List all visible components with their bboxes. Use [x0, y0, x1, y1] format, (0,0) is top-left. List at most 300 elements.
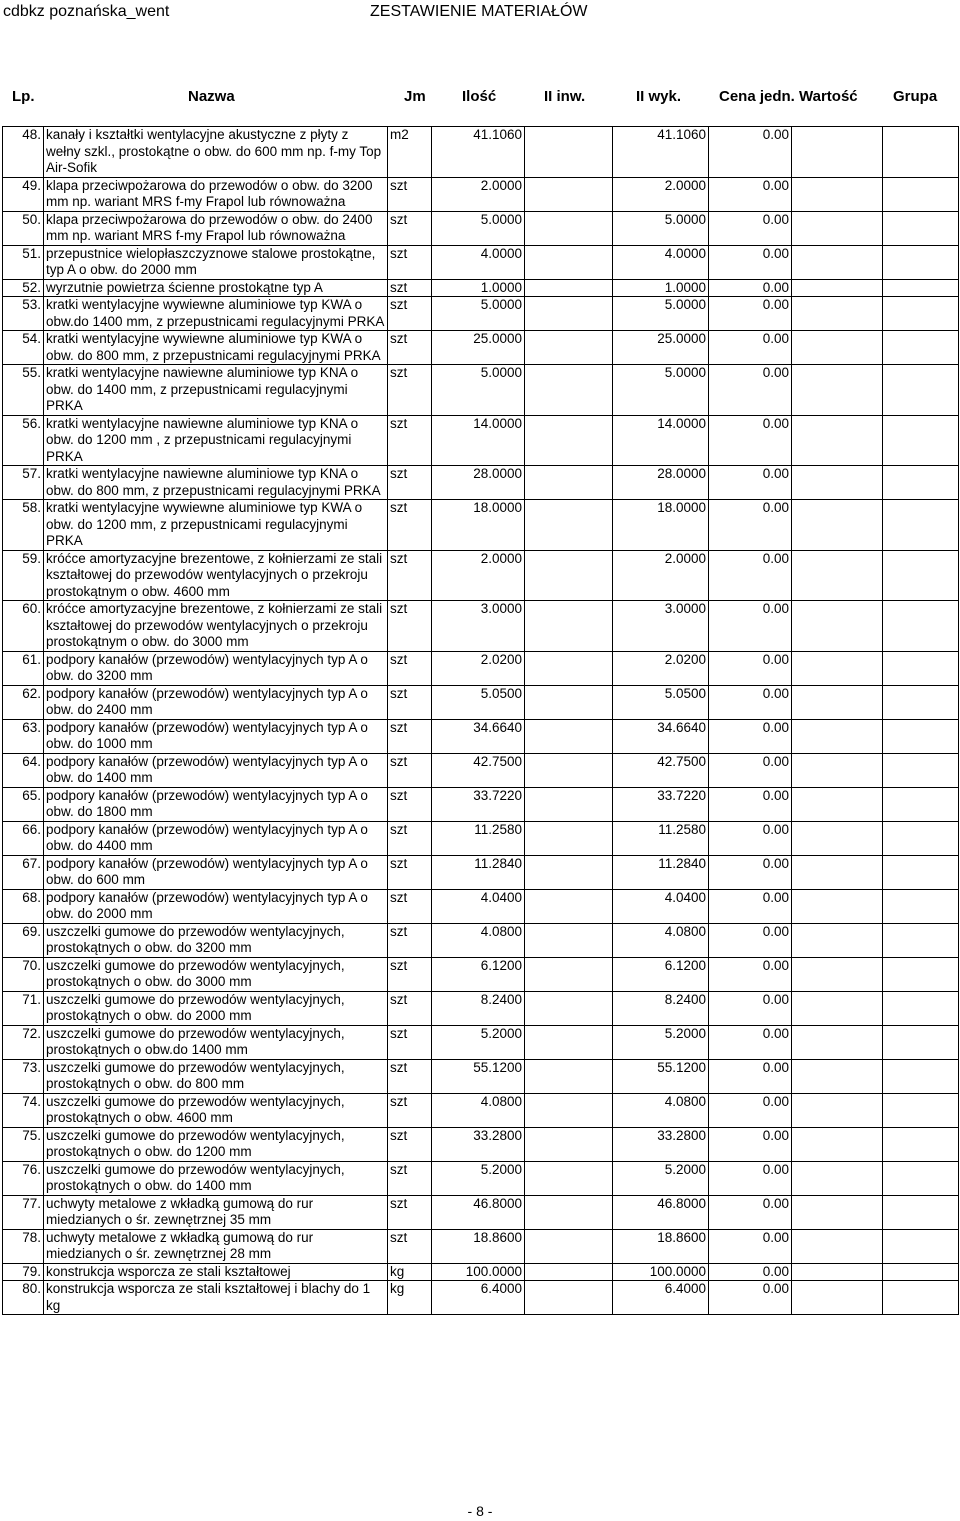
table-row	[3, 415, 959, 466]
row-name: podpory kanałów (przewodów) wentylacyjnych typ A o obw. do 2400 mm	[44, 685, 388, 719]
table-row	[3, 685, 959, 719]
row-ii-wyk: 46.8000	[613, 1195, 709, 1229]
row-quantity: 18.0000	[432, 500, 525, 551]
row-ii-wyk: 18.8600	[613, 1229, 709, 1263]
row-quantity: 5.0000	[432, 211, 525, 245]
row-number: 79.	[3, 1263, 44, 1281]
row-group	[883, 550, 959, 601]
row-ii-inw	[525, 685, 613, 719]
row-ii-wyk: 8.2400	[613, 991, 709, 1025]
row-name: uchwyty metalowe z wkładką gumową do rur miedzianych o śr. zewnętrznej 35 mm	[44, 1195, 388, 1229]
row-ii-wyk: 11.2580	[613, 821, 709, 855]
row-quantity: 55.1200	[432, 1059, 525, 1093]
row-quantity: 6.4000	[432, 1281, 525, 1315]
row-quantity: 33.7220	[432, 787, 525, 821]
row-group	[883, 923, 959, 957]
row-value	[792, 787, 883, 821]
row-group	[883, 127, 959, 178]
row-ii-wyk: 5.0500	[613, 685, 709, 719]
column-header-ilosc: Ilość	[462, 88, 497, 105]
row-ii-inw	[525, 279, 613, 297]
row-group	[883, 957, 959, 991]
row-group	[883, 177, 959, 211]
row-number: 56.	[3, 415, 44, 466]
row-number: 61.	[3, 651, 44, 685]
row-unit: szt	[388, 1093, 432, 1127]
row-ii-inw	[525, 923, 613, 957]
row-unit: m2	[388, 127, 432, 178]
row-number: 78.	[3, 1229, 44, 1263]
row-ii-inw	[525, 245, 613, 279]
column-header-wartosc: Wartość	[799, 88, 858, 105]
table-row	[3, 245, 959, 279]
table-row	[3, 550, 959, 601]
row-group	[883, 719, 959, 753]
row-quantity: 4.0800	[432, 1093, 525, 1127]
row-value	[792, 651, 883, 685]
row-unit-price: 0.00	[709, 279, 792, 297]
row-unit: szt	[388, 297, 432, 331]
row-number: 77.	[3, 1195, 44, 1229]
row-number: 62.	[3, 685, 44, 719]
row-ii-wyk: 100.0000	[613, 1263, 709, 1281]
row-value	[792, 331, 883, 365]
row-unit-price: 0.00	[709, 821, 792, 855]
row-group	[883, 855, 959, 889]
table-row	[3, 923, 959, 957]
row-unit: szt	[388, 1161, 432, 1195]
row-quantity: 28.0000	[432, 466, 525, 500]
row-ii-wyk: 5.0000	[613, 365, 709, 416]
row-unit-price: 0.00	[709, 1059, 792, 1093]
row-group	[883, 651, 959, 685]
row-group	[883, 331, 959, 365]
row-ii-wyk: 41.1060	[613, 127, 709, 178]
materials-table-body	[3, 127, 959, 1315]
row-ii-inw	[525, 957, 613, 991]
row-number: 63.	[3, 719, 44, 753]
table-row	[3, 889, 959, 923]
row-value	[792, 957, 883, 991]
table-row	[3, 297, 959, 331]
row-unit: szt	[388, 550, 432, 601]
row-quantity: 100.0000	[432, 1263, 525, 1281]
row-name: podpory kanałów (przewodów) wentylacyjnych typ A o obw. do 1000 mm	[44, 719, 388, 753]
column-header-grupa: Grupa	[893, 88, 938, 105]
row-group	[883, 601, 959, 652]
row-unit: szt	[388, 1127, 432, 1161]
row-name: konstrukcja wsporcza ze stali kształtowej	[44, 1263, 388, 1281]
row-name: przepustnice wielopłaszczyznowe stalowe prostokątne, typ A o obw. do 2000 mm	[44, 245, 388, 279]
row-ii-inw	[525, 1059, 613, 1093]
row-quantity: 14.0000	[432, 415, 525, 466]
row-unit: szt	[388, 500, 432, 551]
row-number: 70.	[3, 957, 44, 991]
row-unit: szt	[388, 601, 432, 652]
row-unit-price: 0.00	[709, 1195, 792, 1229]
row-value	[792, 1229, 883, 1263]
row-ii-inw	[525, 1127, 613, 1161]
table-row	[3, 957, 959, 991]
row-group	[883, 1263, 959, 1281]
row-ii-wyk: 2.0000	[613, 550, 709, 601]
row-number: 57.	[3, 466, 44, 500]
row-value	[792, 889, 883, 923]
table-row	[3, 500, 959, 551]
row-value	[792, 991, 883, 1025]
row-group	[883, 753, 959, 787]
row-name: uszczelki gumowe do przewodów wentylacyjnych, prostokątnych o obw. do 3000 mm	[44, 957, 388, 991]
row-ii-inw	[525, 1093, 613, 1127]
row-value	[792, 177, 883, 211]
row-quantity: 4.0400	[432, 889, 525, 923]
table-row	[3, 821, 959, 855]
row-quantity: 34.6640	[432, 719, 525, 753]
document-title: ZESTAWIENIE MATERIAŁÓW	[370, 3, 588, 20]
row-number: 53.	[3, 297, 44, 331]
row-name: kratki wentylacyjne nawiewne aluminiowe typ KNA o obw. do 800 mm, z przepustnicami regulacyjnymi PRKA	[44, 466, 388, 500]
row-value	[792, 1195, 883, 1229]
row-group	[883, 1127, 959, 1161]
row-unit-price: 0.00	[709, 500, 792, 551]
row-ii-inw	[525, 466, 613, 500]
row-group	[883, 991, 959, 1025]
column-header-jm: Jm	[404, 88, 426, 105]
table-row	[3, 651, 959, 685]
row-ii-wyk: 2.0200	[613, 651, 709, 685]
table-row	[3, 1025, 959, 1059]
row-group	[883, 1059, 959, 1093]
row-value	[792, 1127, 883, 1161]
row-value	[792, 127, 883, 178]
row-number: 49.	[3, 177, 44, 211]
row-ii-wyk: 3.0000	[613, 601, 709, 652]
row-unit: szt	[388, 279, 432, 297]
row-quantity: 33.2800	[432, 1127, 525, 1161]
row-ii-inw	[525, 601, 613, 652]
row-name: wyrzutnie powietrza ścienne prostokątne typ A	[44, 279, 388, 297]
row-unit-price: 0.00	[709, 991, 792, 1025]
row-unit-price: 0.00	[709, 787, 792, 821]
row-quantity: 42.7500	[432, 753, 525, 787]
row-quantity: 5.0000	[432, 365, 525, 416]
row-group	[883, 1229, 959, 1263]
row-ii-inw	[525, 991, 613, 1025]
row-value	[792, 1093, 883, 1127]
table-row	[3, 991, 959, 1025]
row-ii-wyk: 5.2000	[613, 1025, 709, 1059]
column-header-cena: Cena jedn.	[719, 88, 795, 105]
row-ii-wyk: 11.2840	[613, 855, 709, 889]
row-ii-inw	[525, 1229, 613, 1263]
page-number: - 8 -	[467, 1503, 493, 1519]
row-value	[792, 365, 883, 416]
column-header-ii-inw: II inw.	[544, 88, 586, 105]
row-unit: szt	[388, 466, 432, 500]
row-value	[792, 923, 883, 957]
row-unit: szt	[388, 685, 432, 719]
row-quantity: 41.1060	[432, 127, 525, 178]
row-group	[883, 1161, 959, 1195]
table-row	[3, 1263, 959, 1281]
row-unit-price: 0.00	[709, 923, 792, 957]
row-quantity: 8.2400	[432, 991, 525, 1025]
row-quantity: 2.0000	[432, 177, 525, 211]
row-unit-price: 0.00	[709, 466, 792, 500]
row-unit-price: 0.00	[709, 297, 792, 331]
row-group	[883, 1025, 959, 1059]
row-group	[883, 365, 959, 416]
materials-table	[2, 126, 959, 1315]
row-quantity: 5.0500	[432, 685, 525, 719]
row-unit-price: 0.00	[709, 245, 792, 279]
row-ii-inw	[525, 753, 613, 787]
row-unit: szt	[388, 821, 432, 855]
row-ii-inw	[525, 177, 613, 211]
row-quantity: 5.0000	[432, 297, 525, 331]
row-group	[883, 245, 959, 279]
row-name: podpory kanałów (przewodów) wentylacyjnych typ A o obw. do 4400 mm	[44, 821, 388, 855]
row-ii-inw	[525, 550, 613, 601]
row-ii-inw	[525, 889, 613, 923]
row-number: 68.	[3, 889, 44, 923]
row-value	[792, 1059, 883, 1093]
row-name: klapa przeciwpożarowa do przewodów o obw. do 2400 mm np. wariant MRS f-my Frapol lub równoważna	[44, 211, 388, 245]
row-group	[883, 415, 959, 466]
column-header-nazwa: Nazwa	[188, 88, 235, 105]
row-quantity: 3.0000	[432, 601, 525, 652]
row-number: 75.	[3, 1127, 44, 1161]
table-row	[3, 1127, 959, 1161]
row-unit: szt	[388, 1025, 432, 1059]
row-unit-price: 0.00	[709, 651, 792, 685]
row-group	[883, 279, 959, 297]
row-value	[792, 297, 883, 331]
row-value	[792, 1025, 883, 1059]
row-ii-wyk: 42.7500	[613, 753, 709, 787]
row-group	[883, 466, 959, 500]
row-number: 60.	[3, 601, 44, 652]
row-number: 76.	[3, 1161, 44, 1195]
row-value	[792, 601, 883, 652]
row-name: podpory kanałów (przewodów) wentylacyjnych typ A o obw. do 1400 mm	[44, 753, 388, 787]
row-ii-wyk: 4.0800	[613, 1093, 709, 1127]
row-unit-price: 0.00	[709, 365, 792, 416]
row-group	[883, 889, 959, 923]
row-number: 71.	[3, 991, 44, 1025]
row-unit-price: 0.00	[709, 957, 792, 991]
row-ii-inw	[525, 1025, 613, 1059]
row-value	[792, 1263, 883, 1281]
row-ii-wyk: 18.0000	[613, 500, 709, 551]
row-unit-price: 0.00	[709, 1025, 792, 1059]
row-quantity: 5.2000	[432, 1025, 525, 1059]
table-row	[3, 719, 959, 753]
row-ii-wyk: 33.7220	[613, 787, 709, 821]
row-ii-wyk: 55.1200	[613, 1059, 709, 1093]
column-header-lp: Lp.	[12, 88, 35, 105]
row-group	[883, 787, 959, 821]
row-value	[792, 1281, 883, 1315]
row-unit-price: 0.00	[709, 685, 792, 719]
row-unit: szt	[388, 1229, 432, 1263]
row-unit: szt	[388, 365, 432, 416]
row-number: 54.	[3, 331, 44, 365]
table-row	[3, 753, 959, 787]
row-ii-wyk: 33.2800	[613, 1127, 709, 1161]
row-unit-price: 0.00	[709, 719, 792, 753]
row-quantity: 5.2000	[432, 1161, 525, 1195]
row-ii-inw	[525, 719, 613, 753]
row-unit-price: 0.00	[709, 127, 792, 178]
row-quantity: 4.0000	[432, 245, 525, 279]
row-name: klapa przeciwpożarowa do przewodów o obw. do 3200 mm np. wariant MRS f-my Frapol lub równoważna	[44, 177, 388, 211]
row-unit: szt	[388, 1195, 432, 1229]
row-name: podpory kanałów (przewodów) wentylacyjnych typ A o obw. do 600 mm	[44, 855, 388, 889]
row-ii-inw	[525, 415, 613, 466]
table-row	[3, 466, 959, 500]
row-unit: szt	[388, 211, 432, 245]
row-unit-price: 0.00	[709, 889, 792, 923]
row-name: konstrukcja wsporcza ze stali kształtowej i blachy do 1 kg	[44, 1281, 388, 1315]
row-name: kratki wentylacyjne wywiewne aluminiowe typ KWA o obw. do 800 mm, z przepustnicami regulacyjnymi PRKA	[44, 331, 388, 365]
row-unit-price: 0.00	[709, 753, 792, 787]
row-name: uszczelki gumowe do przewodów wentylacyjnych, prostokątnych o obw. 4600 mm	[44, 1093, 388, 1127]
table-row	[3, 177, 959, 211]
row-ii-wyk: 4.0000	[613, 245, 709, 279]
row-unit-price: 0.00	[709, 1161, 792, 1195]
table-row	[3, 127, 959, 178]
table-row	[3, 1059, 959, 1093]
row-value	[792, 719, 883, 753]
row-unit-price: 0.00	[709, 855, 792, 889]
row-number: 72.	[3, 1025, 44, 1059]
row-number: 65.	[3, 787, 44, 821]
row-number: 67.	[3, 855, 44, 889]
row-number: 74.	[3, 1093, 44, 1127]
table-row	[3, 279, 959, 297]
row-ii-wyk: 1.0000	[613, 279, 709, 297]
row-ii-wyk: 6.4000	[613, 1281, 709, 1315]
row-unit: szt	[388, 415, 432, 466]
row-number: 80.	[3, 1281, 44, 1315]
row-name: kratki wentylacyjne wywiewne aluminiowe typ KWA o obw.do 1400 mm, z przepustnicami regulacyjnymi PRKA	[44, 297, 388, 331]
row-value	[792, 211, 883, 245]
row-ii-wyk: 5.0000	[613, 297, 709, 331]
row-quantity: 6.1200	[432, 957, 525, 991]
row-unit-price: 0.00	[709, 415, 792, 466]
row-ii-inw	[525, 127, 613, 178]
row-ii-inw	[525, 1161, 613, 1195]
row-quantity: 11.2580	[432, 821, 525, 855]
row-value	[792, 466, 883, 500]
row-ii-wyk: 6.1200	[613, 957, 709, 991]
row-quantity: 11.2840	[432, 855, 525, 889]
table-row	[3, 211, 959, 245]
row-unit-price: 0.00	[709, 1093, 792, 1127]
row-group	[883, 1281, 959, 1315]
row-unit: szt	[388, 753, 432, 787]
row-value	[792, 245, 883, 279]
row-name: kratki wentylacyjne nawiewne aluminiowe typ KNA o obw. do 1200 mm , z przepustnicami regulacyjnymi PRKA	[44, 415, 388, 466]
row-name: uszczelki gumowe do przewodów wentylacyjnych, prostokątnych o obw. do 800 mm	[44, 1059, 388, 1093]
row-ii-wyk: 4.0400	[613, 889, 709, 923]
row-group	[883, 500, 959, 551]
row-unit: szt	[388, 245, 432, 279]
row-name: uszczelki gumowe do przewodów wentylacyjnych, prostokątnych o obw.do 1400 mm	[44, 1025, 388, 1059]
row-ii-wyk: 4.0800	[613, 923, 709, 957]
row-quantity: 46.8000	[432, 1195, 525, 1229]
row-name: podpory kanałów (przewodów) wentylacyjnych typ A o obw. do 3200 mm	[44, 651, 388, 685]
row-unit: kg	[388, 1263, 432, 1281]
row-unit: szt	[388, 889, 432, 923]
row-value	[792, 415, 883, 466]
row-value	[792, 685, 883, 719]
row-ii-wyk: 5.0000	[613, 211, 709, 245]
row-unit-price: 0.00	[709, 177, 792, 211]
row-ii-wyk: 14.0000	[613, 415, 709, 466]
row-value	[792, 550, 883, 601]
row-ii-inw	[525, 297, 613, 331]
row-name: uchwyty metalowe z wkładką gumową do rur miedzianych o śr. zewnętrznej 28 mm	[44, 1229, 388, 1263]
row-unit-price: 0.00	[709, 211, 792, 245]
column-header-ii-wyk: II wyk.	[636, 88, 682, 105]
row-value	[792, 821, 883, 855]
row-value	[792, 500, 883, 551]
row-value	[792, 1161, 883, 1195]
row-unit: szt	[388, 177, 432, 211]
row-quantity: 2.0000	[432, 550, 525, 601]
row-unit: szt	[388, 651, 432, 685]
row-name: króćce amortyzacyjne brezentowe, z kołnierzami ze stali kształtowej do przewodów wentylacyjnych o przekroju prostokątnym o obw. 4600 mm	[44, 550, 388, 601]
row-name: kratki wentylacyjne wywiewne aluminiowe typ KWA o obw. do 1200 mm, z przepustnicami regulacyjnymi PRKA	[44, 500, 388, 551]
table-row	[3, 1161, 959, 1195]
row-name: uszczelki gumowe do przewodów wentylacyjnych, prostokątnych o obw. do 1200 mm	[44, 1127, 388, 1161]
row-group	[883, 297, 959, 331]
row-name: uszczelki gumowe do przewodów wentylacyjnych, prostokątnych o obw. do 3200 mm	[44, 923, 388, 957]
row-ii-wyk: 2.0000	[613, 177, 709, 211]
row-unit: szt	[388, 923, 432, 957]
row-ii-inw	[525, 365, 613, 416]
row-unit-price: 0.00	[709, 1263, 792, 1281]
row-unit-price: 0.00	[709, 1281, 792, 1315]
row-group	[883, 1195, 959, 1229]
row-unit: szt	[388, 719, 432, 753]
row-quantity: 18.8600	[432, 1229, 525, 1263]
row-group	[883, 685, 959, 719]
row-ii-wyk: 34.6640	[613, 719, 709, 753]
row-ii-inw	[525, 211, 613, 245]
row-name: uszczelki gumowe do przewodów wentylacyjnych, prostokątnych o obw. do 2000 mm	[44, 991, 388, 1025]
row-number: 73.	[3, 1059, 44, 1093]
row-number: 66.	[3, 821, 44, 855]
row-number: 64.	[3, 753, 44, 787]
table-row	[3, 1093, 959, 1127]
column-header-row	[0, 88, 960, 128]
row-ii-inw	[525, 500, 613, 551]
table-row	[3, 601, 959, 652]
table-row	[3, 365, 959, 416]
row-value	[792, 855, 883, 889]
row-unit: szt	[388, 331, 432, 365]
row-quantity: 2.0200	[432, 651, 525, 685]
table-row	[3, 1195, 959, 1229]
row-ii-inw	[525, 651, 613, 685]
row-unit: szt	[388, 855, 432, 889]
row-ii-inw	[525, 855, 613, 889]
row-quantity: 25.0000	[432, 331, 525, 365]
row-ii-inw	[525, 331, 613, 365]
